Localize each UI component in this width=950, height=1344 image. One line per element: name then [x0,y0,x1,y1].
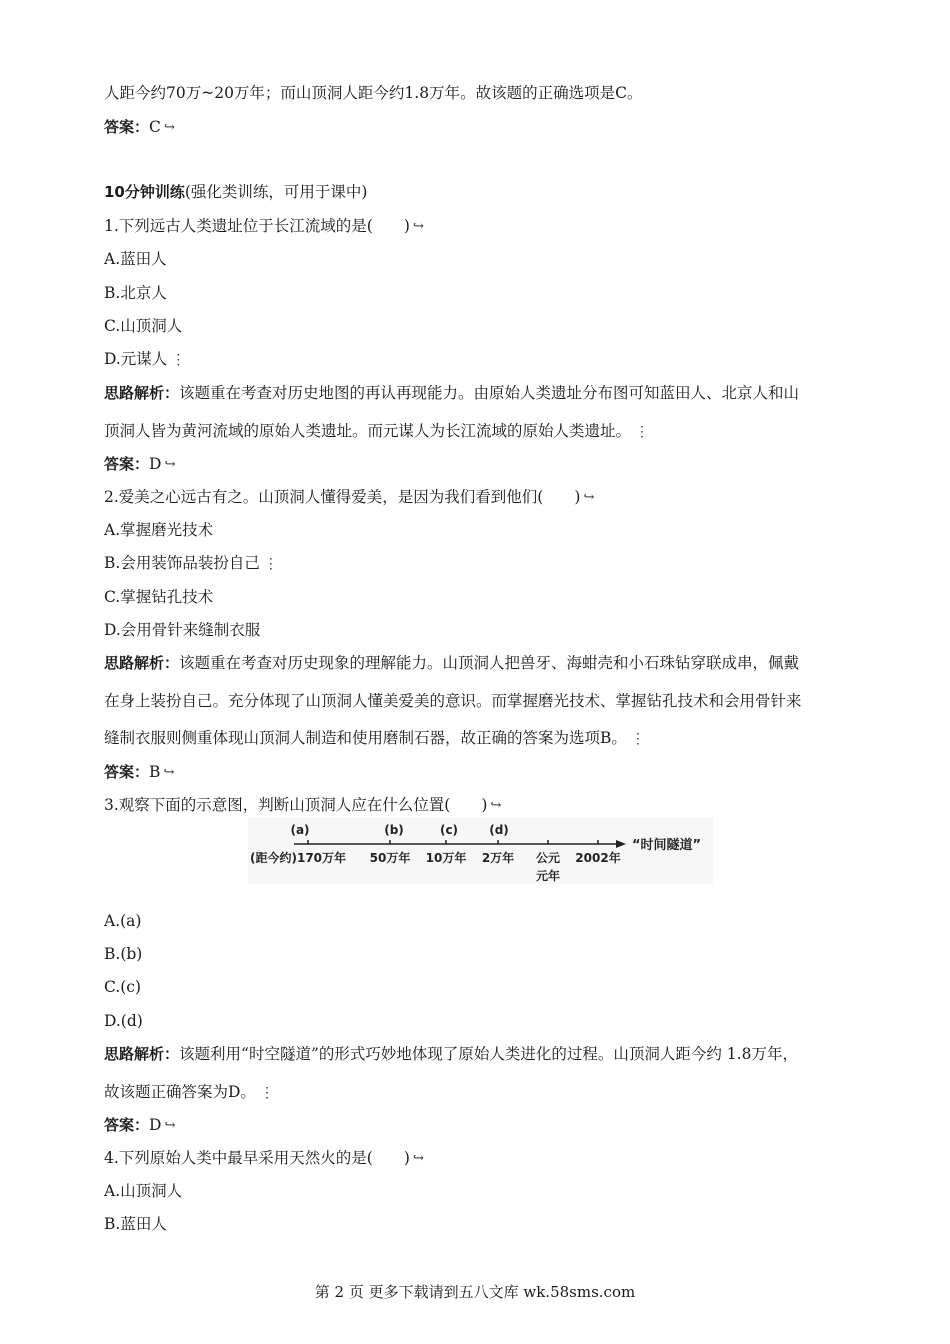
tick-label-10: 10万年 [425,851,467,865]
inkpen-icon: ↪ [412,1151,424,1166]
timeline-title: “时间隧道” [632,838,702,853]
question-3: 3.观察下面的示意图，判断山顶洞人应在什么位置( ) ↪ [104,796,502,814]
tick-label-2: 2万年 [481,851,515,865]
tick-label-50: 50万年 [369,851,411,865]
option-4a: A.山顶洞人 [104,1182,183,1200]
option-3a: A.(a) [104,912,142,930]
marker-a: (a) [290,823,310,837]
question-2: 2.爱美之心远古有之。山顶洞人懂得爱美，是因为我们看到他们( ) ↪ [104,488,595,506]
option-2c: C.掌握钻孔技术 [104,588,214,606]
vertical-dots-icon: ⋮ [630,731,645,747]
analysis-1-line-2: 顶洞人皆为黄河流域的原始人类遗址。而元谋人为长江流域的原始人类遗址。 ⋮ [104,422,650,440]
option-1d: D.元谋人 ⋮ [104,350,186,368]
inkpen-icon: ↪ [164,457,176,472]
option-3c: C.(c) [104,978,142,996]
question-1: 1.下列远古人类遗址位于长江流域的是( ) ↪ [104,217,424,235]
section-heading: 10分钟训练(强化类训练，可用于课中) [104,183,368,201]
answer-1: 答案：D ↪ [104,455,176,473]
question-4: 4.下列原始人类中最早采用天然火的是( ) ↪ [104,1149,424,1167]
vertical-dots-icon: ⋮ [263,556,278,572]
vertical-dots-icon: ⋮ [171,352,186,368]
option-2b: B.会用装饰品装扮自己 ⋮ [104,554,278,572]
analysis-3-line-2: 故该题正确答案为D。 ⋮ [104,1083,274,1101]
inkpen-icon: ↪ [490,798,502,813]
vertical-dots-icon: ⋮ [259,1085,274,1101]
analysis-2-line-2: 在身上装扮自己。充分体现了山顶洞人懂美爱美的意识。而掌握磨光技术、掌握钻孔技术和会用骨针来 [104,692,802,710]
answer-line: 答案：C ↪ [104,118,175,136]
answer-2: 答案：B ↪ [104,763,175,781]
tick-label-170: (距今约)170万年 [250,851,347,865]
option-1c: C.山顶洞人 [104,317,183,335]
option-2a: A.掌握磨光技术 [104,521,214,539]
analysis-2-line-1: 思路解析：该题重在考查对历史现象的理解能力。山顶洞人把兽牙、海蚶壳和小石珠钻穿联成串，佩戴 [104,654,800,672]
time-tunnel-diagram [248,818,713,884]
tick-label-2002: 2002年 [575,851,621,865]
vertical-dots-icon: ⋮ [635,424,650,440]
option-1a: A.蓝田人 [104,250,167,268]
inkpen-icon: ↪ [412,219,424,234]
analysis-1-line-1: 思路解析：该题重在考查对历史地图的再认再现能力。由原始人类遗址分布图可知蓝田人、北京人和山 [104,384,800,402]
option-4b: B.蓝田人 [104,1215,167,1233]
tick-label-ad: 公元 [535,851,561,865]
marker-b: (b) [384,823,404,837]
marker-c: (c) [439,823,459,837]
option-2d: D.会用骨针来缝制衣服 [104,621,261,639]
answer-3: 答案：D ↪ [104,1116,176,1134]
inkpen-icon: ↪ [164,1118,176,1133]
timeline-arrow [616,840,626,848]
option-1b: B.北京人 [104,284,167,302]
marker-d: (d) [489,823,509,837]
inkpen-icon: ↪ [163,120,175,135]
option-3b: B.(b) [104,945,143,963]
page-footer: 第 2 页 更多下载请到五八文库 wk.58sms.com [314,1283,636,1301]
paragraph-line: 人距今约70万~20万年；而山顶洞人距今约1.8万年。故该题的正确选项是C。 [104,84,643,102]
inkpen-icon: ↪ [163,765,175,780]
analysis-3-line-1: 思路解析：该题利用“时空隧道”的形式巧妙地体现了原始人类进化的过程。山顶洞人距今约 1.8万年， [104,1045,798,1063]
option-3d: D.(d) [104,1012,143,1030]
inkpen-icon: ↪ [583,490,595,505]
tick-label-ad2: 元年 [535,869,561,883]
analysis-2-line-3: 缝制衣服则侧重体现山顶洞人制造和使用磨制石器，故正确的答案为选项B。 ⋮ [104,729,645,747]
